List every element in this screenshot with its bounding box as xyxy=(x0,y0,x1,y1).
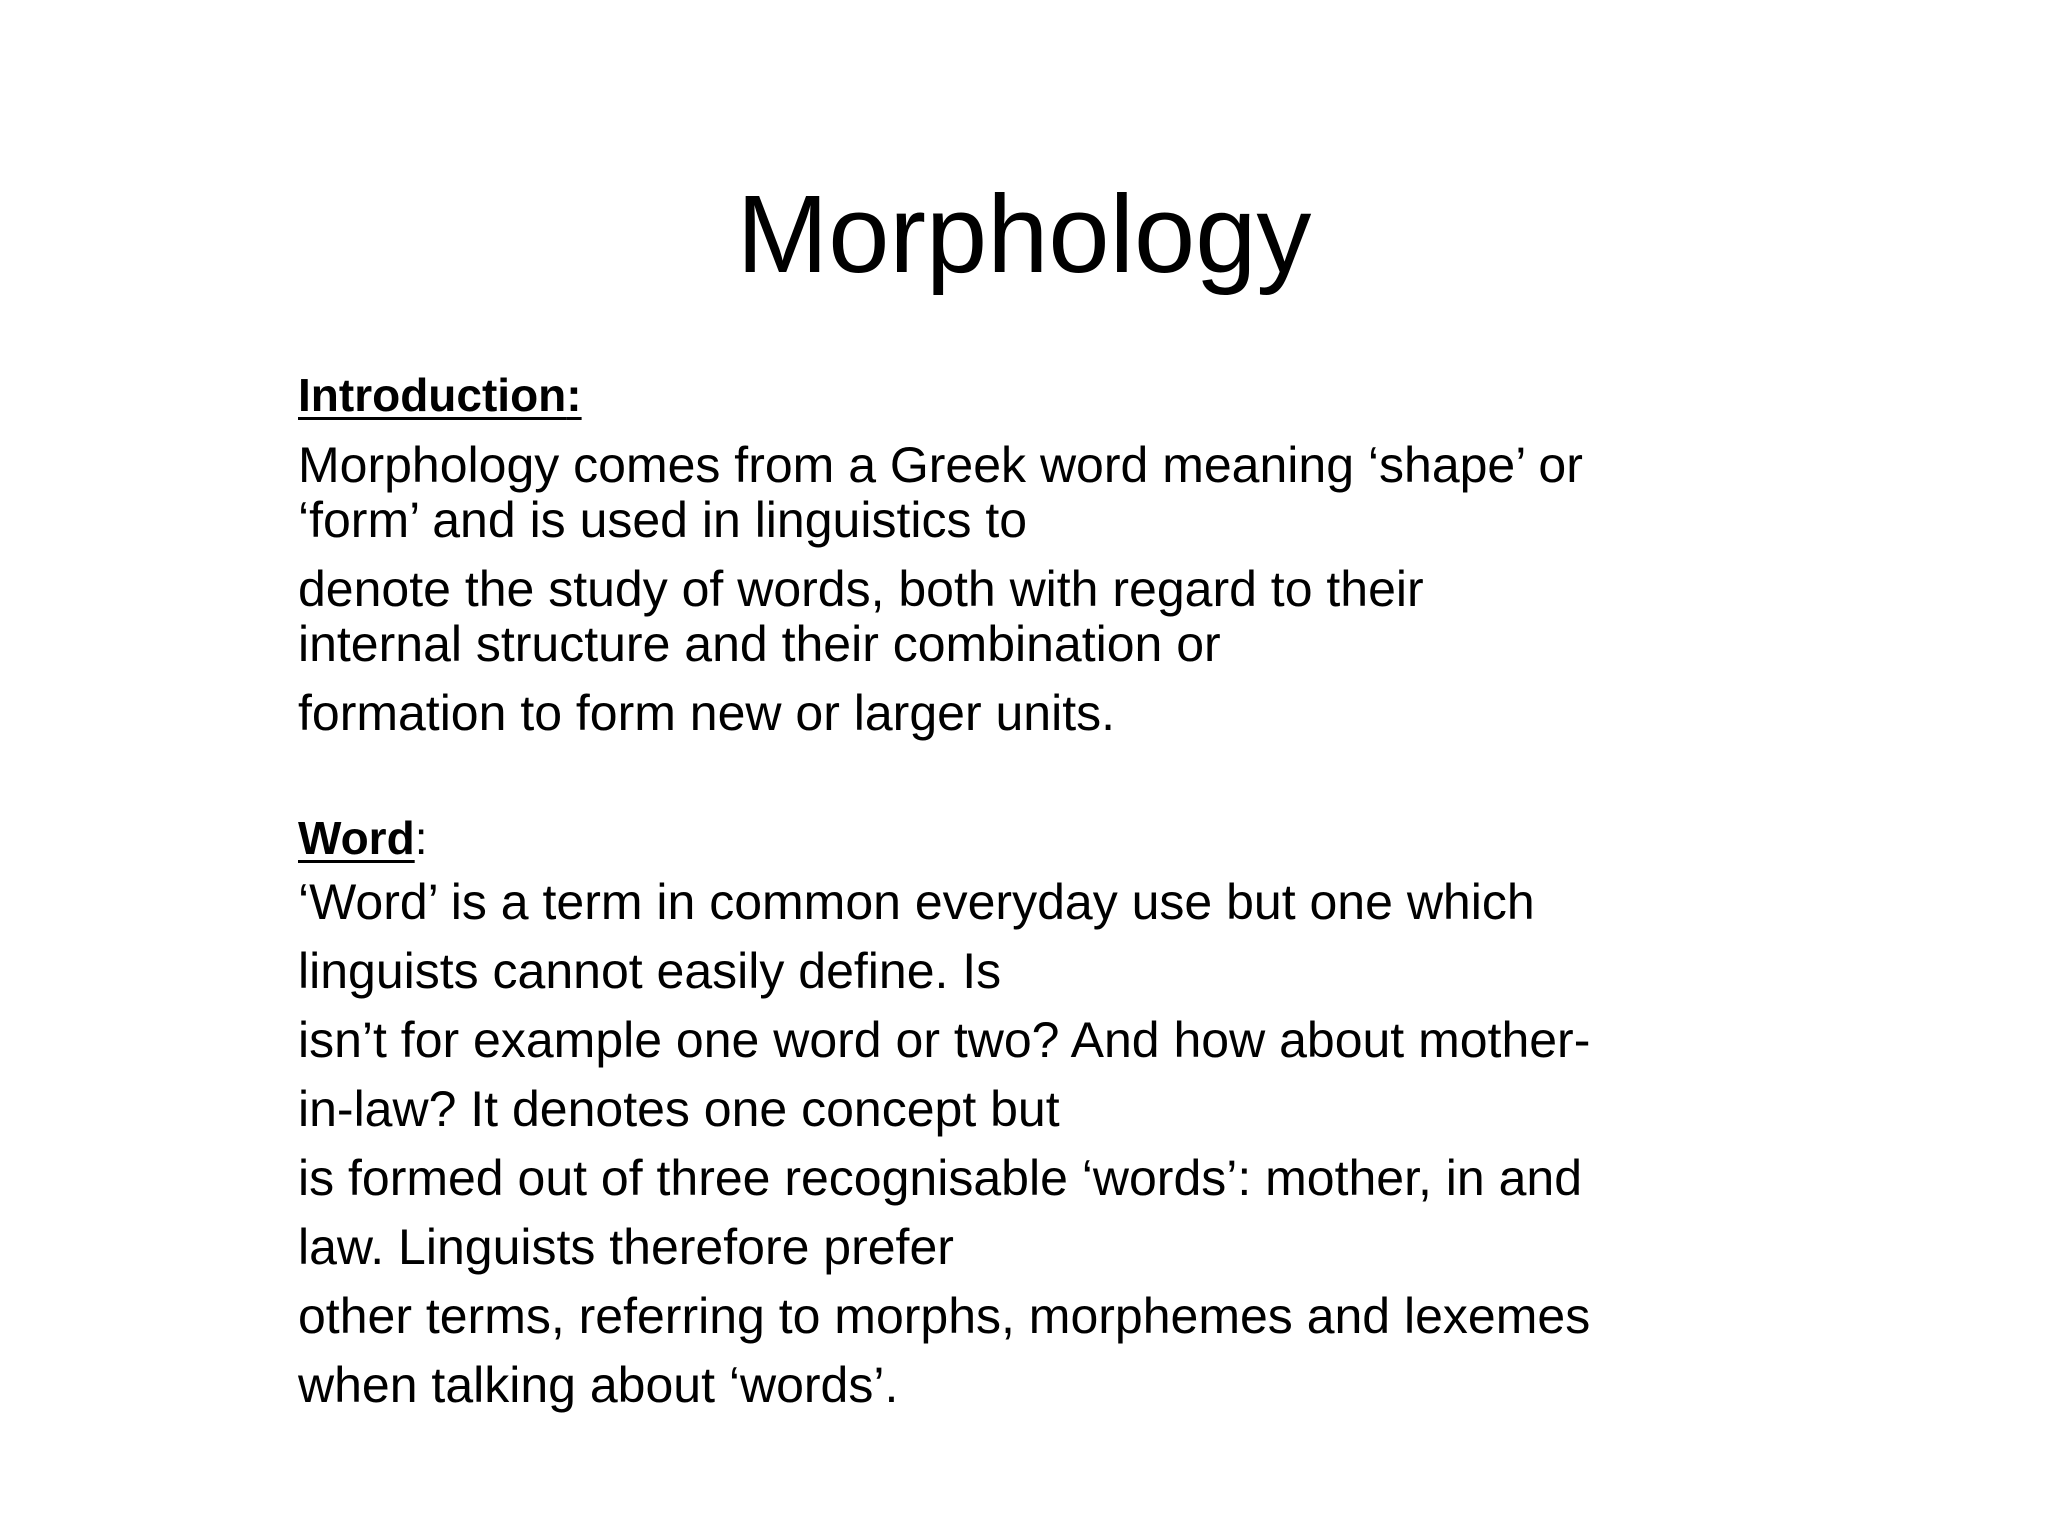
word-line: isn’t for example one word or two? And how about mother- xyxy=(298,1012,1591,1068)
introduction-line: denote the study of words, both with regard to their xyxy=(298,561,1424,617)
introduction-heading xyxy=(298,367,582,423)
word-line: linguists cannot easily define. Is xyxy=(298,943,1002,999)
introduction-heading-colon: : xyxy=(566,369,582,421)
word-heading-colon: : xyxy=(414,812,428,864)
introduction-line: ‘form’ and is used in linguistics to xyxy=(298,492,1028,548)
word-line: in-law? It denotes one concept but xyxy=(298,1081,1060,1137)
word-heading-text: Word xyxy=(298,812,415,864)
introduction-line: internal structure and their combination or xyxy=(298,616,1221,672)
word-heading xyxy=(298,810,427,866)
word-line: other terms, referring to morphs, morphemes and lexemes xyxy=(298,1288,1591,1344)
word-line: when talking about ‘words’. xyxy=(298,1357,899,1413)
word-line: law. Linguists therefore prefer xyxy=(298,1219,954,1275)
introduction-line: Morphology comes from a Greek word meaning ‘shape’ or xyxy=(298,437,1583,493)
slide-title: Morphology xyxy=(736,173,1312,296)
word-line: ‘Word’ is a term in common everyday use but one which xyxy=(298,874,1535,930)
introduction-heading-text: Introduction xyxy=(298,369,567,421)
word-line: is formed out of three recognisable ‘words’: mother, in and xyxy=(298,1150,1583,1206)
introduction-line: formation to form new or larger units. xyxy=(298,685,1115,741)
